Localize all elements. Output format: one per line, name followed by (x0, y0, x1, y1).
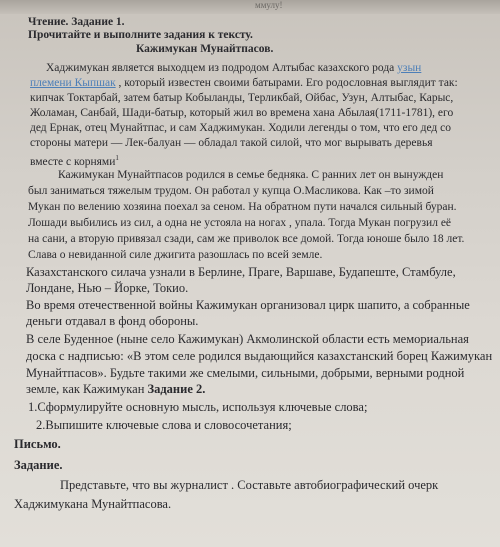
previous-page-strip (0, 0, 500, 14)
p1-line-7 (30, 151, 119, 169)
p3-line-1: Казахстанского силача узнали в Берлине, Праге, Варшаве, Будапеште, Стамбуле, (26, 265, 456, 279)
title-line: Чтение. Задание 1. (28, 16, 125, 28)
p1-text: , который известен своими батырами. Его родословная выглядит так: (115, 77, 458, 89)
overflow-text: ммулу! (255, 0, 283, 10)
text-title: Кажимукан Мунайтпасов. (136, 43, 274, 55)
uzyn-link[interactable]: узын (397, 62, 422, 74)
writing-heading: Письмо. (14, 437, 61, 451)
p1-text: вместе с корнями (30, 155, 116, 168)
p5-line-1: В селе Буденное (ныне село Кажимукан) Акмолинской области есть мемориальная (26, 332, 469, 346)
p1-line-5: дед Ернак, отец Мунайтпас, и сам Хаджимукан. Ходили легенды о том, что его дед со (30, 122, 452, 134)
p3-line-2: Лондане, Нью – Йорке, Токио. (26, 281, 189, 295)
p1-line-6: стороны матери — Лек-балуан — обладал такой силой, что мог вырывать деревья (30, 137, 433, 149)
p2-line-3: Мукан по велению хозяина поехал за сеном. На обратном пути начался сильный буран. (28, 201, 457, 213)
p5-line-4 (26, 382, 205, 396)
writing-line-1: Представьте, что вы журналист . Составьте автобиографический очерк (60, 478, 439, 492)
p5-line-2: доска с надписью: «В этом селе родился выдающийся казахстанский борец Кажимукан (26, 349, 493, 363)
p4-line-1: Во время отечественной войны Кажимукан организовал цирк шапито, а собранные (26, 298, 470, 312)
writing-task-heading: Задание. (14, 458, 63, 472)
task-2-line: 2.Выпишите ключевые слова и словосочетания; (36, 418, 292, 432)
p5-line-3: Мунайтпасов». Будьте такими же смелыми, сильными, добрыми, верными родной (26, 366, 465, 380)
instruction-line: Прочитайте и выполните задания к тексту. (28, 29, 253, 41)
writing-line-2: Хаджимукана Мунайтпасова. (14, 497, 172, 511)
p2-line-2: был заниматься тяжелым трудом. Он работал у купца О.Масликова. Как –то зимой (28, 185, 434, 197)
task-2-label: Задание 2. (147, 382, 206, 396)
p2-line-5: на сани, а вторую привязал сзади, сам же приволок все домой. Тогда юноше было 18 лет. (28, 233, 465, 245)
p1-line-2 (30, 76, 458, 90)
p2-line-4: Лошади выбились из сил, а одна не устояла на ногах , упала. Тогда Мукан погрузил её (28, 217, 452, 229)
footnote-mark: 1 (115, 154, 119, 162)
task-1-line: 1.Сформулируйте основную мысль, используя ключевые слова; (28, 400, 368, 414)
p2-line-6: Слава о невиданной силе джигита разошлась по всей земле. (28, 249, 323, 261)
p1-line-3: кипчак Токтарбай, затем батыр Кобыланды, Терликбай, Ойбас, Узун, Алтыбас, Карыс, (30, 92, 454, 104)
p1-text: Хаджимукан является выходцем из подродом Алтыбас казахского рода (46, 62, 398, 74)
p4-line-2: деньги отдавал в фонд обороны. (26, 314, 199, 328)
p2-line-1: Кажимукан Мунайтпасов родился в семье бедняка. С ранних лет он вынужден (58, 169, 444, 181)
p1-line-4: Жоламан, Санбай, Шади-батыр, который жил во времена хана Абылая(1711-1781), его (30, 107, 454, 119)
p5-text: земле, как Кажимукан (26, 382, 148, 396)
p1-line-1 (46, 61, 421, 75)
kypshak-link[interactable]: племени Кыпшак (30, 77, 116, 89)
